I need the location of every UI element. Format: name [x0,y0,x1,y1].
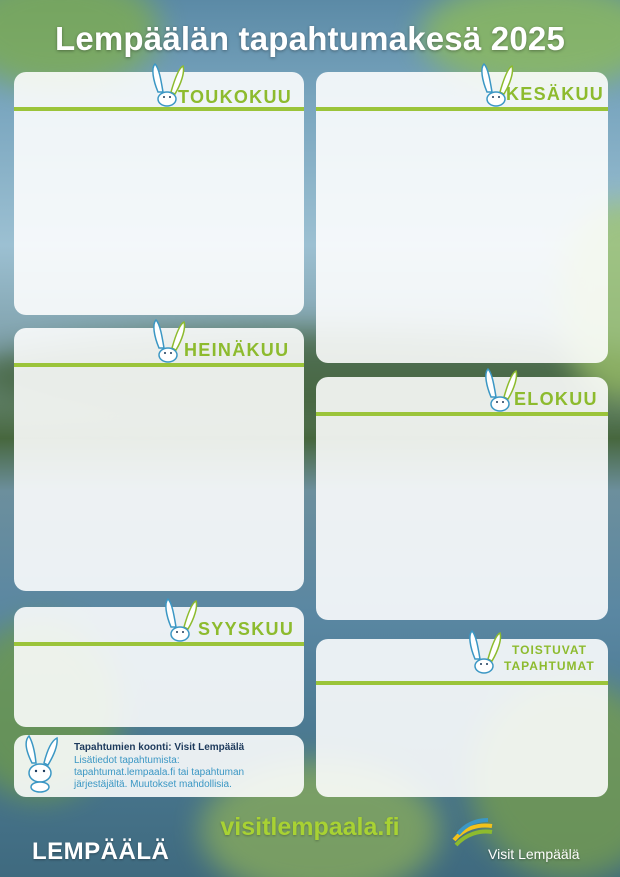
bunny-logo-icon [162,597,198,642]
info-line: Lisätiedot tapahtumista: [74,755,180,766]
page-title: Lempäälän tapahtumakesä 2025 [54,20,565,57]
panel-syyskuu [14,607,304,727]
website-link[interactable]: visitlempaala.fi [220,813,400,841]
visit-lempaala-logo: Visit Lempäälä [488,846,580,862]
info-title: Tapahtumien koonti: Visit Lempäälä [74,742,245,753]
recurring-heading-line1: TOISTUVAT [512,643,587,657]
panel-heinakuu [14,328,304,591]
panel-elokuu [316,377,608,620]
info-line: tapahtumat.lempaala.fi tai tapahtuman [74,767,245,778]
month-title: KESÄKUU [506,84,605,104]
bunny-logo-icon [482,367,518,412]
month-title: SYYSKUU [198,619,295,639]
bunny-logo-icon [150,318,186,363]
month-title: TOUKOKUU [178,87,293,107]
panel-toukokuu [14,72,304,315]
info-box [14,735,304,797]
bunny-mascot-icon [20,735,62,793]
month-title: HEINÄKUU [184,340,290,360]
info-line: järjestäjältä. Muutokset mahdollisia. [74,779,232,790]
panel-recurring [316,639,608,797]
lempaala-logo: LEMPÄÄLÄ [32,838,170,865]
visit-lempaala-swoosh-icon [452,818,494,848]
recurring-heading-line2: TAPAHTUMAT [504,659,595,673]
month-title: ELOKUU [514,389,598,409]
panel-kesakuu [316,72,608,363]
bunny-logo-icon [466,629,502,674]
